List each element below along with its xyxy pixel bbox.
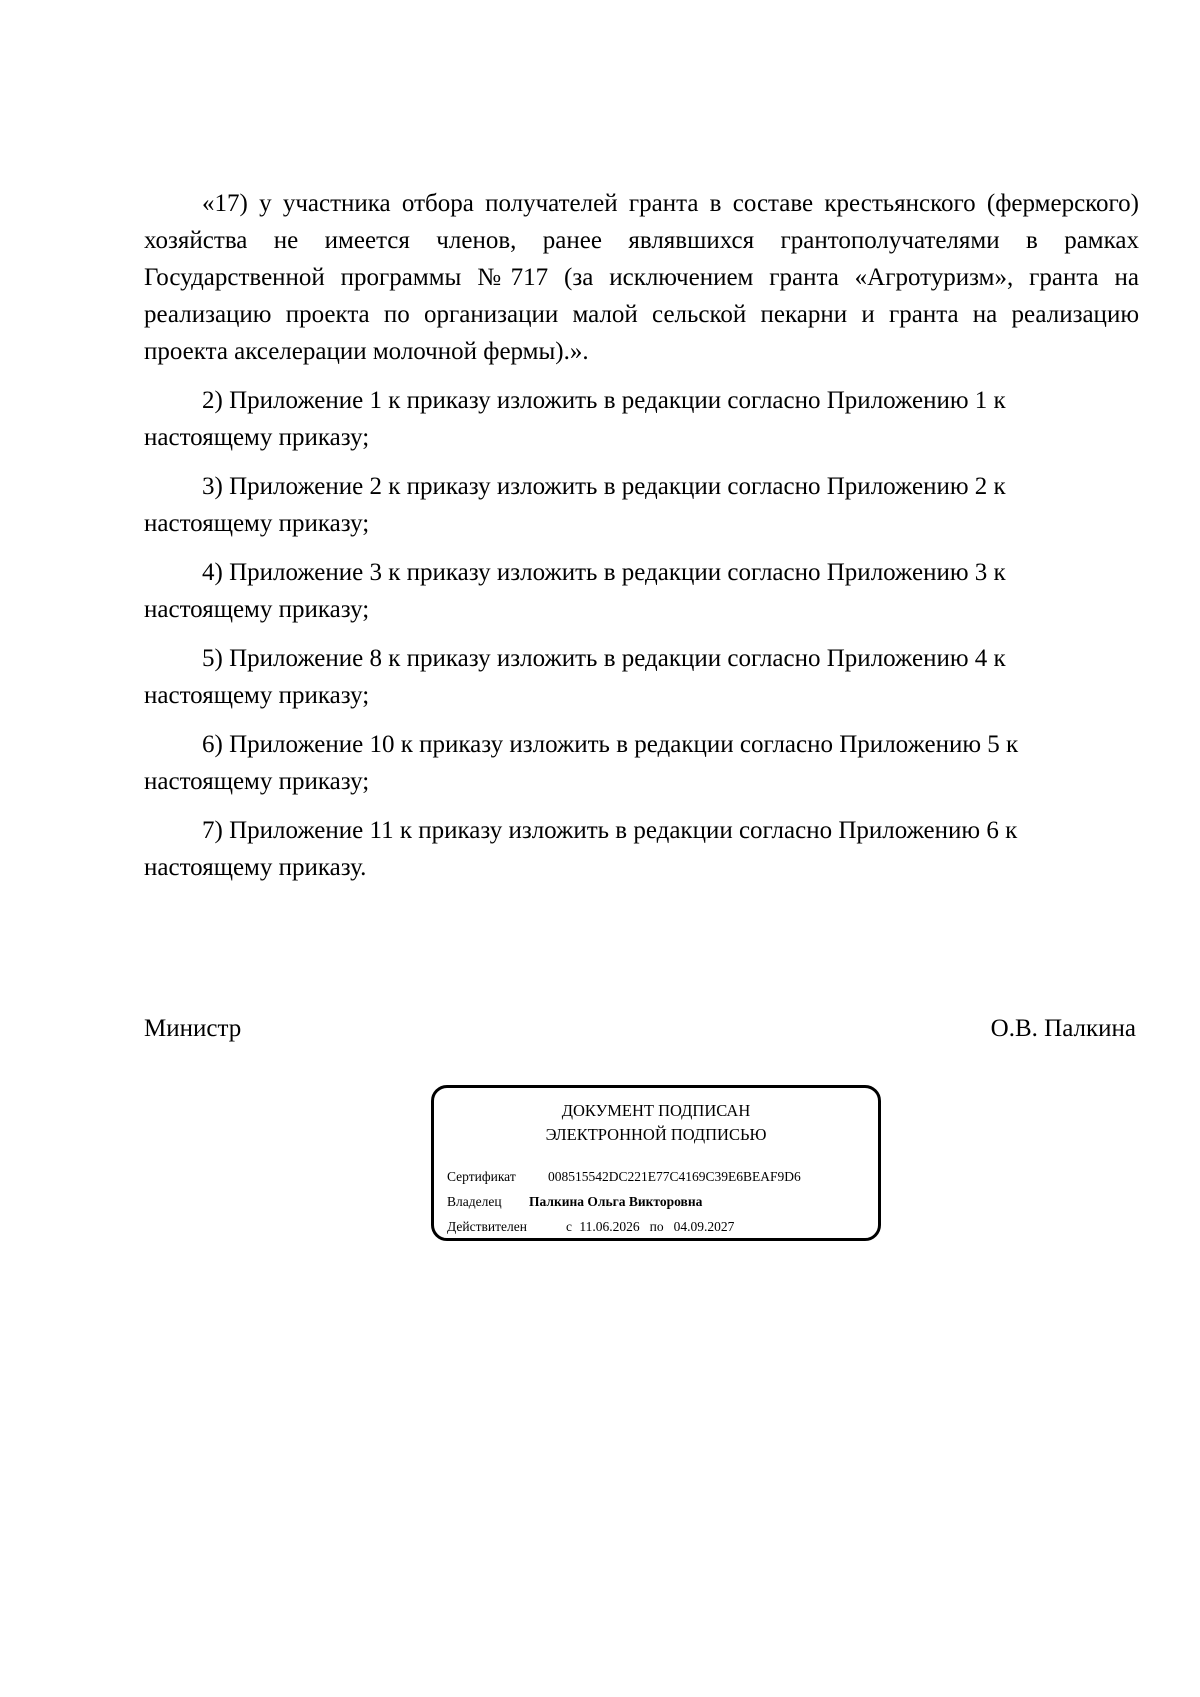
paragraph-item-3: 3) Приложение 2 к приказу изложить в редакции согласно Приложению 2 к настоящему приказу;	[144, 473, 1006, 537]
valid-to-prefix: по	[649, 1219, 664, 1234]
stamp-details	[447, 1164, 801, 1239]
valid-from-date: 11.06.2026	[579, 1219, 640, 1234]
stamp-title	[434, 1099, 878, 1147]
owner-value: Палкина Ольга Викторовна	[529, 1194, 703, 1209]
validity-label: Действителен	[447, 1219, 527, 1234]
paragraph-item-17: «17) у участника отбора получателей гранта в составе крестьянского (фермерского) хозяйства не имеется членов, ранее являвшихся грантополучателями в рамках Государственной программы №717 (за исключением гранта «Агротуризм», гранта на реализацию проекта по организации малой сельской пекарни и гранта на реализацию проекта акселерации молочной фермы).».	[144, 190, 1139, 365]
stamp-certificate-row	[447, 1164, 801, 1189]
stamp-validity-row	[447, 1214, 801, 1239]
document-body	[144, 185, 1139, 886]
stamp-owner-row	[447, 1189, 801, 1214]
valid-to-date: 04.09.2027	[673, 1219, 735, 1234]
stamp-title-line-2: ЭЛЕКТРОННОЙ ПОДПИСЬЮ	[545, 1125, 767, 1144]
certificate-value: 008515542DC221E77C4169C39E6BEAF9D6	[548, 1169, 801, 1184]
paragraph-item-7: 7) Приложение 11 к приказу изложить в редакции согласно Приложению 6 к настоящему приказу.	[144, 817, 1018, 881]
paragraph-item-4: 4) Приложение 3 к приказу изложить в редакции согласно Приложению 3 к настоящему приказу;	[144, 559, 1006, 623]
signer-name: О.В. Палкина	[990, 1015, 1136, 1042]
certificate-label: Сертификат	[447, 1169, 516, 1184]
paragraph-item-2: 2) Приложение 1 к приказу изложить в редакции согласно Приложению 1 к настоящему приказу;	[144, 387, 1006, 451]
stamp-title-line-1: ДОКУМЕНТ ПОДПИСАН	[561, 1101, 751, 1120]
electronic-signature-stamp	[431, 1085, 881, 1241]
paragraph-item-6: 6) Приложение 10 к приказу изложить в редакции согласно Приложению 5 к настоящему приказу;	[144, 731, 1019, 795]
valid-from-prefix: с	[566, 1219, 572, 1234]
signer-position: Министр	[144, 1015, 242, 1042]
owner-label: Владелец	[447, 1194, 502, 1209]
paragraph-item-5: 5) Приложение 8 к приказу изложить в редакции согласно Приложению 4 к настоящему приказу;	[144, 645, 1006, 709]
signature-block	[144, 1010, 1136, 1047]
